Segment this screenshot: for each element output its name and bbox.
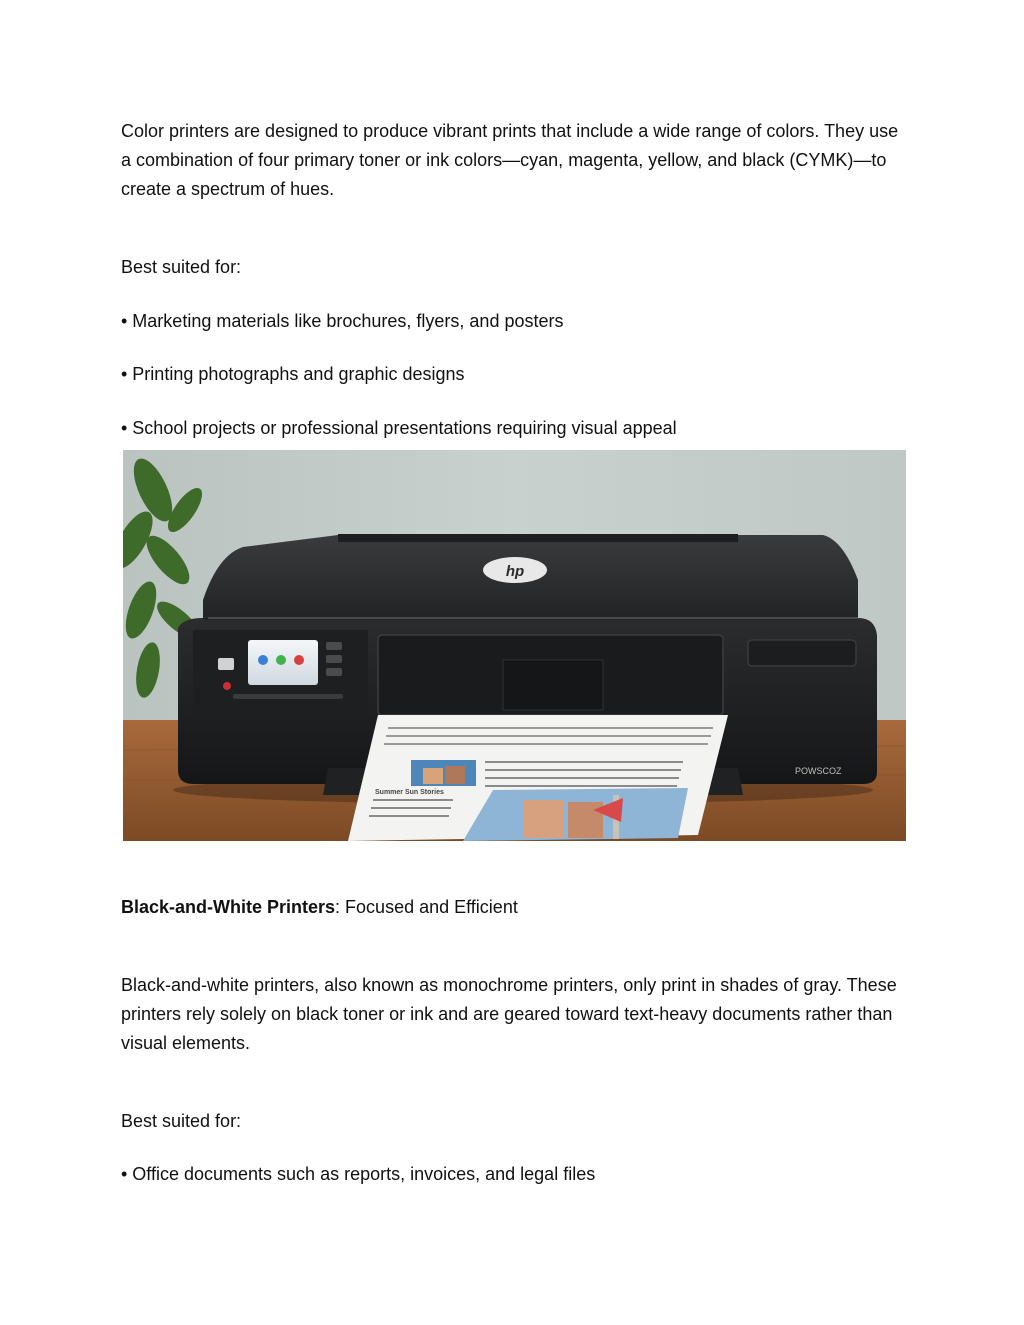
- bullet-item: • Office documents such as reports, invoices, and legal files: [121, 1164, 596, 1184]
- best-suited-label: Best suited for:: [121, 1111, 242, 1131]
- bullet-item: • Marketing materials like brochures, flyers, and posters: [121, 311, 564, 331]
- svg-text:POWSCOZ: POWSCOZ: [795, 766, 842, 776]
- bw-printers-heading: [121, 893, 901, 922]
- printer-photo: [123, 450, 906, 841]
- bw-printers-heading-rest: : Focused and Efficient: [335, 897, 518, 917]
- bw-printers-heading-bold: Black-and-White Printers: [121, 897, 336, 917]
- svg-text:hp: hp: [505, 563, 525, 580]
- svg-text:Summer Sun Stories: Summer Sun Stories: [375, 789, 444, 796]
- bullet-item: • Printing photographs and graphic designs: [121, 364, 465, 384]
- color-printers-intro: Color printers are designed to produce vibrant prints that include a wide range of colors. They use a combination of four primary toner or ink colors—cyan, magenta, yellow, and black (CYMK)—to create a spectrum of hues.: [121, 121, 899, 199]
- best-suited-label: Best suited for:: [121, 257, 242, 277]
- bullet-item: • School projects or professional presentations requiring visual appeal: [121, 418, 677, 438]
- bw-printers-intro: Black-and-white printers, also known as monochrome printers, only print in shades of gray. These printers rely solely on black toner or ink and are geared toward text-heavy documents rather than visual elements.: [121, 975, 897, 1053]
